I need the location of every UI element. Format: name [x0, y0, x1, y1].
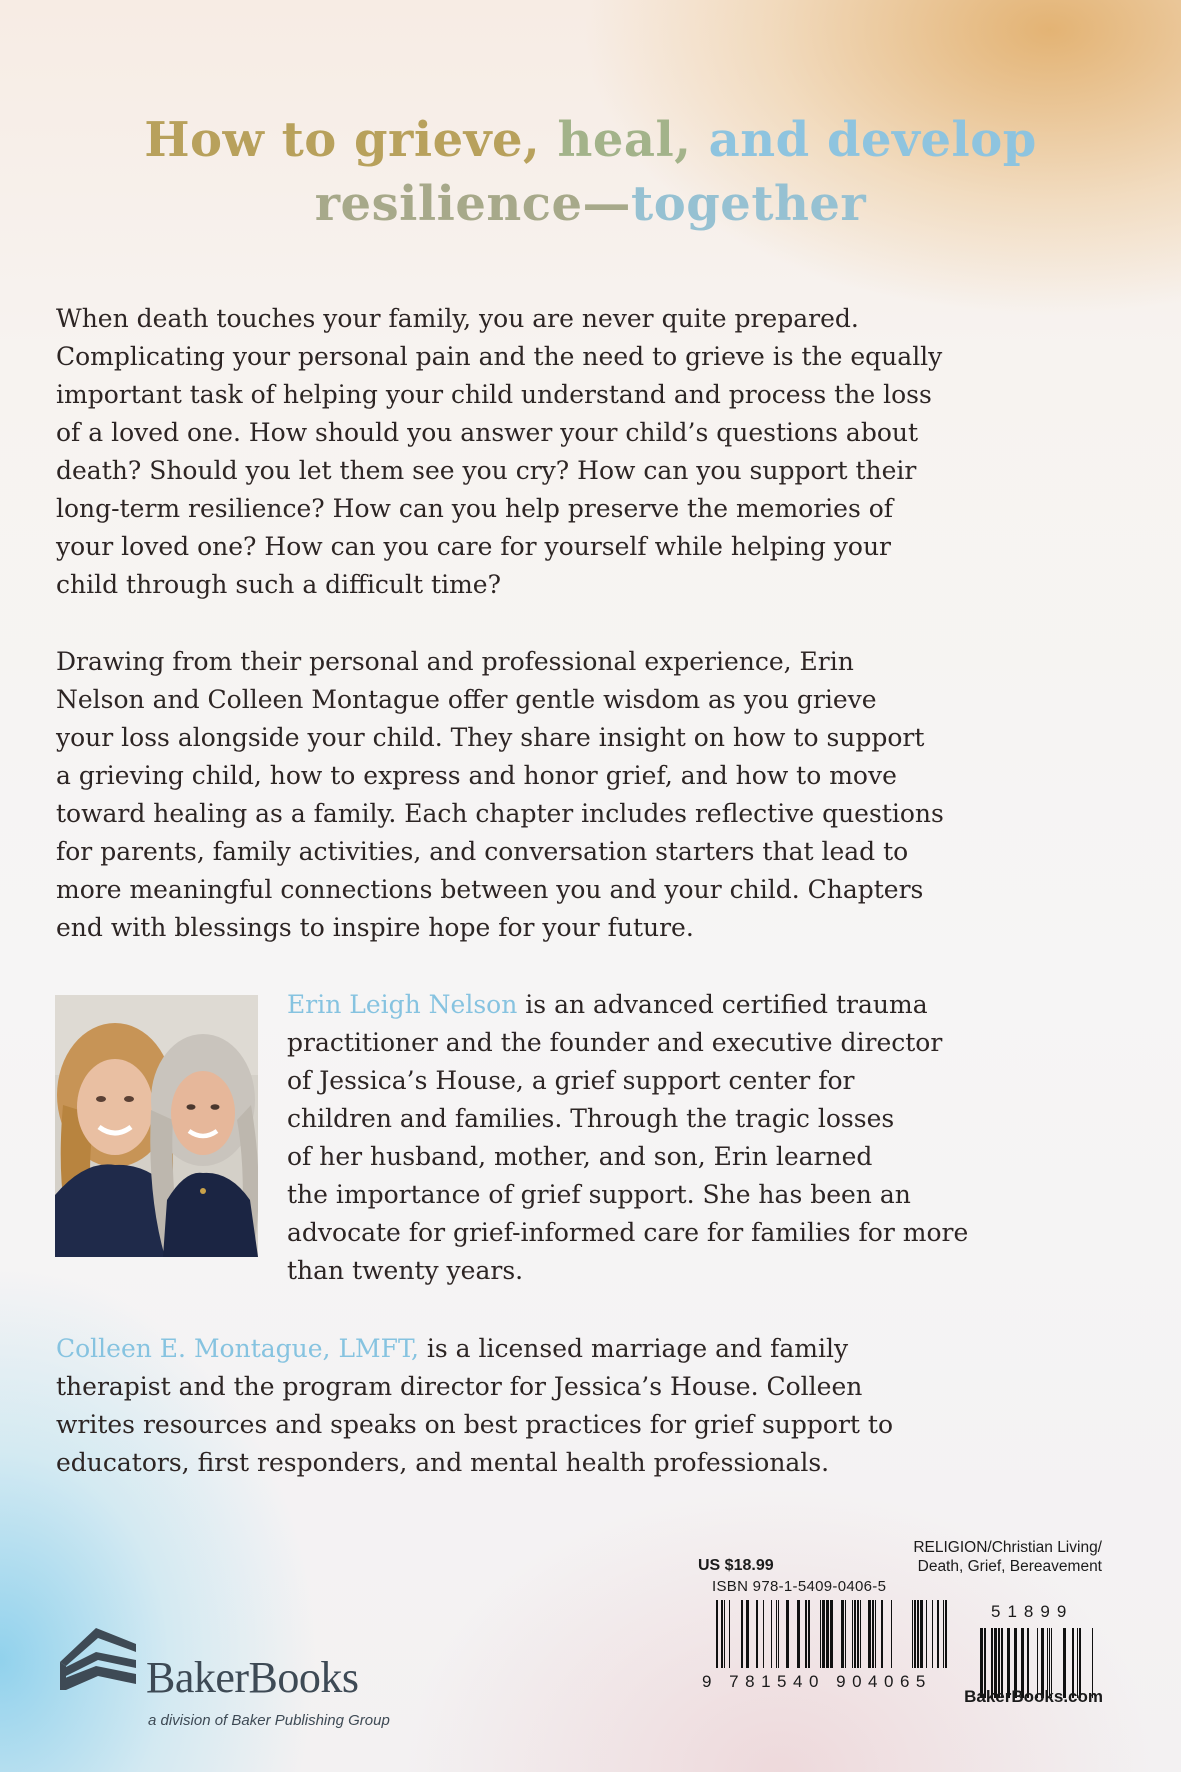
text-line: Drawing from their personal and professional experience, Erin	[56, 647, 854, 676]
text-line: a grieving child, how to express and honor grief, and how to move	[56, 761, 897, 790]
text-line: your loved one? How can you care for yourself while helping your	[56, 532, 892, 561]
category-line-1: RELIGION/Christian Living/	[913, 1539, 1102, 1556]
publisher-name: BakerBooks	[146, 1653, 359, 1702]
headline-part-2: heal,	[557, 112, 692, 168]
headline-part-5: together	[631, 176, 867, 232]
text-line: for parents, family activities, and conversation starters that lead to	[56, 837, 909, 866]
text-line: of a loved one. How should you answer your child’s questions about	[56, 418, 919, 447]
erin-name: Erin Leigh Nelson	[287, 990, 518, 1019]
headline-part-3: and develop	[708, 112, 1037, 168]
text-line: of her husband, mother, and son, Erin learned	[287, 1142, 873, 1171]
addon-digits: 51899	[991, 1602, 1074, 1621]
text-line: children and families. Through the tragic losses	[287, 1104, 895, 1133]
text-line: long-term resilience? How can you help preserve the memories of	[56, 494, 894, 523]
text-line: end with blessings to inspire hope for your future.	[56, 913, 694, 942]
headline-part-1: How to grieve,	[144, 112, 541, 168]
text-line: important task of helping your child understand and process the loss	[56, 380, 932, 409]
text-line: When death touches your family, you are never quite prepared.	[56, 304, 859, 333]
colleen-bio	[56, 1330, 893, 1482]
text-line: death? Should you let them see you cry? How can you support their	[56, 456, 917, 485]
text-line: toward healing as a family. Each chapter includes reflective questions	[56, 799, 944, 828]
text-line: therapist and the program director for Jessica’s House. Colleen	[56, 1372, 863, 1401]
book-stack-logo-icon	[56, 1622, 140, 1694]
text-line: Complicating your personal pain and the need to grieve is the equally	[56, 342, 943, 371]
text-line: practitioner and the founder and executive director	[287, 1028, 943, 1057]
colleen-bio-lead: is a licensed marriage and family	[418, 1334, 849, 1363]
isbn: ISBN 978-1-5409-0406-5	[712, 1578, 887, 1595]
headline-part-4: resilience—	[314, 176, 632, 232]
publisher-tagline: a division of Baker Publishing Group	[148, 1712, 390, 1729]
author-photo	[55, 995, 258, 1257]
text-line: than twenty years.	[287, 1256, 524, 1285]
text-line: writes resources and speaks on best practices for grief support to	[56, 1410, 893, 1439]
price: US $18.99	[698, 1557, 774, 1574]
erin-bio	[287, 986, 968, 1290]
text-line: advocate for grief-informed care for families for more	[287, 1218, 969, 1247]
description-paragraph-1	[56, 300, 1128, 604]
website: BakerBooks.com	[964, 1687, 1103, 1706]
category-line-2: Death, Grief, Bereavement	[917, 1558, 1102, 1575]
barcode-digits: 9 781540 904065	[702, 1672, 932, 1691]
text-line: of Jessica’s House, a grief support center for	[287, 1066, 855, 1095]
bisac-category	[820, 1538, 1102, 1576]
text-line: your loss alongside your child. They share insight on how to support	[56, 723, 925, 752]
text-line: Nelson and Colleen Montague offer gentle wisdom as you grieve	[56, 685, 877, 714]
description-paragraph-2	[56, 643, 1128, 947]
erin-bio-lead: is an advanced certified trauma	[517, 990, 928, 1019]
text-line: educators, first responders, and mental health professionals.	[56, 1448, 830, 1477]
text-line: more meaningful connections between you and your child. Chapters	[56, 875, 924, 904]
text-line: child through such a difficult time?	[56, 570, 501, 599]
colleen-name: Colleen E. Montague, LMFT,	[56, 1334, 419, 1363]
headline	[0, 108, 1181, 236]
text-line: the importance of grief support. She has been an	[287, 1180, 911, 1209]
